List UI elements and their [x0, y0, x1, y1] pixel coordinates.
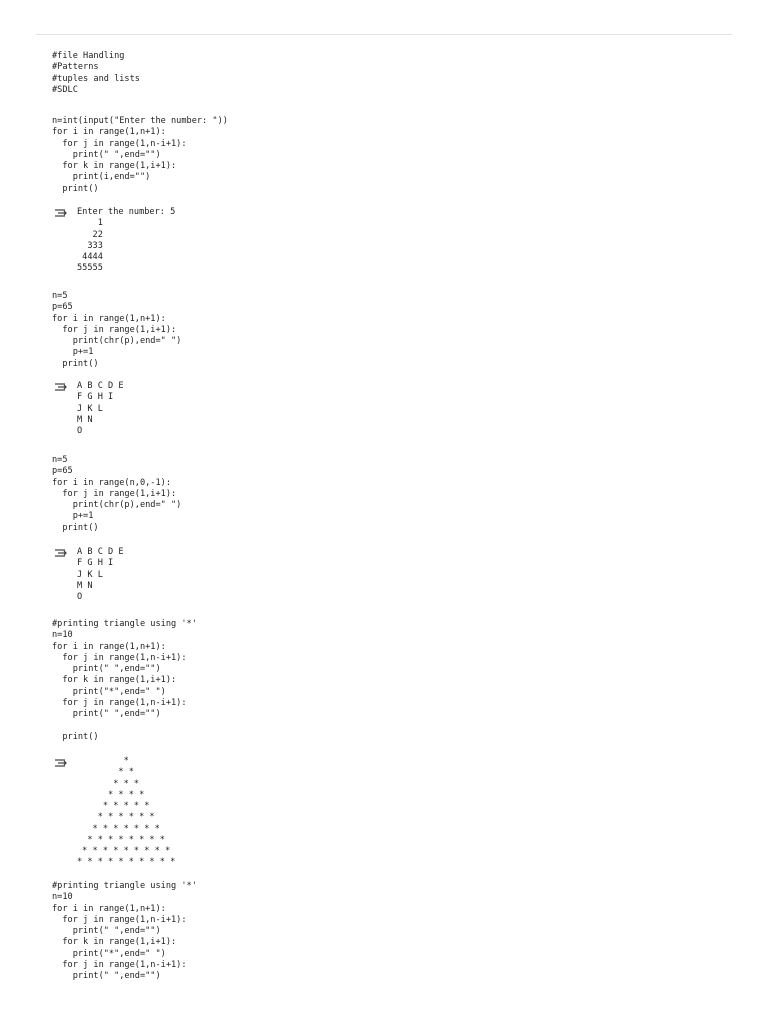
- top-divider: [36, 34, 732, 35]
- output-toggle-icon[interactable]: [54, 208, 68, 218]
- cell-output-reverse-alphabet-pattern: A B C D E F G H I J K L M N O: [77, 547, 124, 602]
- code-cell-star-triangle[interactable]: #printing triangle using '*' n=10 for i in range(1,n+1): for j in range(1,n-i+1): print(" ",end="") for k in range(1,i+1): print("*",end=" ") for j in range(1,n-i+1): print(" ",end="") print(): [52, 619, 197, 742]
- code-cell-alphabet-pattern[interactable]: n=5 p=65 for i in range(1,n+1): for j in range(1,i+1): print(chr(p),end=" ") p+=1 print(): [52, 291, 182, 369]
- output-toggle-icon[interactable]: [54, 548, 68, 558]
- code-cell-number-pyramid[interactable]: n=int(input("Enter the number: ")) for i in range(1,n+1): for j in range(1,n-i+1): print(" ",end="") for k in range(1,i+1): print(i,end="") print(): [52, 116, 228, 194]
- code-cell-reverse-alphabet-pattern[interactable]: n=5 p=65 for i in range(n,0,-1): for j in range(1,i+1): print(chr(p),end=" ") p+=1 print(): [52, 455, 182, 533]
- code-cell-comments[interactable]: #file Handling #Patterns #tuples and lists #SDLC: [52, 51, 140, 95]
- cell-output-alphabet-pattern: A B C D E F G H I J K L M N O: [77, 381, 124, 436]
- code-cell-star-triangle-2[interactable]: #printing triangle using '*' n=10 for i in range(1,n+1): for j in range(1,n-i+1): print(" ",end="") for k in range(1,i+1): print("*",end=" ") for j in range(1,n-i+1): print(" ",end=""): [52, 881, 197, 981]
- output-toggle-icon[interactable]: [54, 382, 68, 392]
- cell-output-star-triangle: * * * * * * * * * * * * * * * * * * * * * * * * * * * * * * * * * * * * * * * * * * * * * * * * * * * * * * *: [77, 756, 176, 868]
- output-toggle-icon[interactable]: [54, 758, 68, 768]
- cell-output-number-pyramid: Enter the number: 5 1 22 333 4444 55555: [77, 207, 176, 274]
